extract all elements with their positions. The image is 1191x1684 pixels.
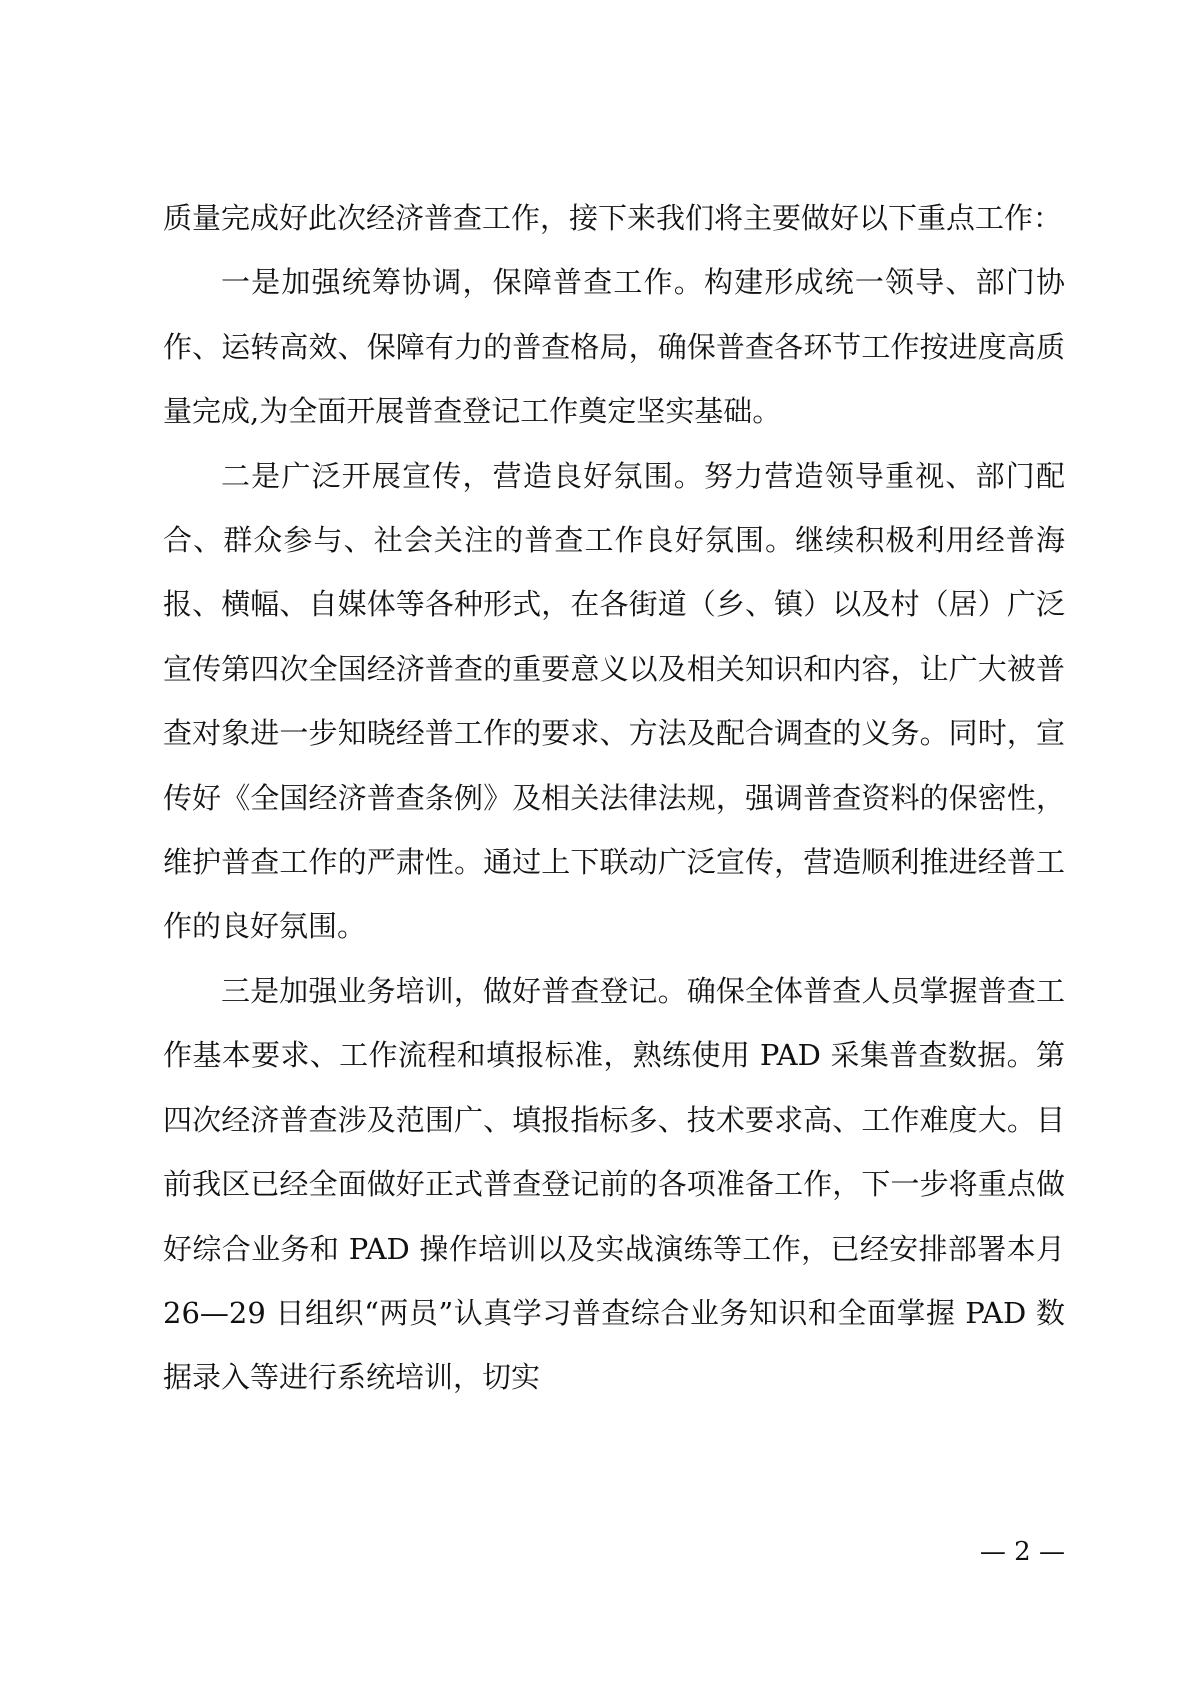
page-number: — 2 — <box>979 1537 1065 1567</box>
paragraph-point-three: 三是加强业务培训，做好普查登记。确保全体普查人员掌握普查工作基本要求、工作流程和填报标准，熟练使用 PAD 采集普查数据。第四次经济普查涉及范围广、填报指标多、技术要求高、工作难度大。目前我区已经全面做好正式普查登记前的各项准备工作，下一步将重点做好综合业务和 PAD 操作培训以及实战演练等工作，已经安排部署本月 26—29 日组织“两员”认真学习普查综合业务知识和全面掌握 PAD 数据录入等进行系统培训，切实 <box>163 973 1065 1395</box>
paragraph-continuation: 质量完成好此次经济普查工作，接下来我们将主要做好以下重点工作： <box>163 201 1063 235</box>
document-body <box>163 186 1065 1410</box>
paragraph-point-one: 一是加强统筹协调，保障普查工作。构建形成统一领导、部门协作、运转高效、保障有力的普查格局，确保普查各环节工作按进度高质量完成,为全面开展普查登记工作奠定坚实基础。 <box>163 265 1065 429</box>
paragraph-point-two: 二是广泛开展宣传，营造良好氛围。努力营造领导重视、部门配合、群众参与、社会关注的普查工作良好氛围。继续积极利用经普海报、横幅、自媒体等各种形式，在各街道（乡、镇）以及村（居）广泛宣传第四次全国经济普查的重要意义以及相关知识和内容，让广大被普查对象进一步知晓经普工作的要求、方法及配合调查的义务。同时，宣传好《全国经济普查条例》及相关法律法规，强调普查资料的保密性，维护普查工作的严肃性。通过上下联动广泛宣传，营造顺利推进经普工作的良好氛围。 <box>163 458 1065 944</box>
